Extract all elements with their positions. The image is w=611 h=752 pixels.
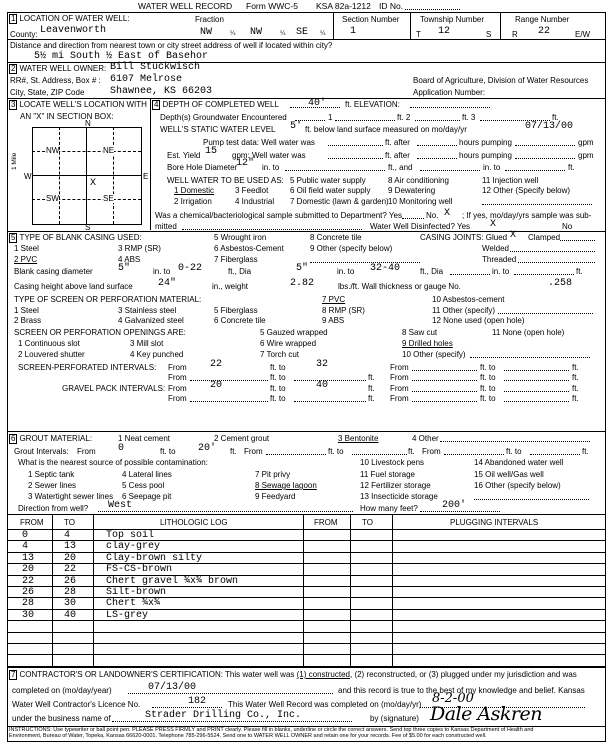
log-row-description: LS-grey [106,609,149,621]
use-industrial[interactable]: 4 Industrial [235,197,275,206]
log-row-description: Clay-brown silty [106,552,203,564]
screen-galvanized[interactable]: 4 Galvanized steel [118,316,184,325]
source-feedyard[interactable]: 9 Feedyard [255,492,296,501]
chemical-sample-label: Was a chemical/bacteriological sample submitted to Department? Yes [155,211,402,220]
log-from-header: FROM [20,518,44,527]
township-label: Township Number [420,15,485,24]
blank-depth-1[interactable]: 0-22 [178,263,203,274]
use-irrigation[interactable]: 2 Irrigation [174,197,212,206]
casing-steel[interactable]: 1 Steel [14,244,39,253]
distance-value[interactable]: 5½ mi South ½ East of Basehor [34,51,209,62]
log-row-description: Chert gravel ¾x¾ brown [106,575,239,587]
static-date-value[interactable]: 07/13/00 [525,121,574,132]
perforated-from[interactable]: 22 [210,359,223,370]
log-row-description: Silt-brown [106,587,167,598]
license-value[interactable]: 182 [188,696,207,707]
depth-value[interactable]: 40' [308,98,327,109]
address-value[interactable]: 6107 Melrose [110,74,183,85]
casing-wrought-iron[interactable]: 5 Wrought iron [214,233,267,242]
opening-torch[interactable]: 7 Torch cut [260,350,299,359]
use-public-supply[interactable]: 5 Public water supply [290,176,366,185]
sw-label: SW [46,194,59,203]
opening-saw-cut[interactable]: 8 Saw cut [402,328,438,337]
section-5-heading: 5 TYPE OF BLANK CASING USED: [11,233,142,242]
screen-asbestos[interactable]: 10 Asbestos-cement [432,295,505,304]
id-number-label: ID No. [379,1,404,11]
opening-key-punched[interactable]: 4 Key punched [130,350,184,359]
log-row-to: 22 [64,564,77,576]
source-fertilizer[interactable]: 12 Fertilizer storage [360,481,431,490]
screen-brass[interactable]: 2 Brass [14,316,42,325]
use-monitoring[interactable]: 10 Monitoring well [388,197,453,206]
use-oil-field[interactable]: 6 Oil field water supply [290,186,371,195]
instructions-line-2: Environment, Bureau of Water, Topeka, Kansas 66620-0001. Telephone 785-296-5524. Send one to WATER WELL OWNER and retain one for your records. Fee of $5.00 for each constructed well. [9,733,487,739]
static-level-value[interactable]: 5' [290,121,303,132]
well-location-mark[interactable]: X [90,178,97,189]
record-completed-date[interactable]: 8-2-00 [432,691,474,706]
fraction-3[interactable]: SE [296,27,309,38]
fraction-2[interactable]: NW [250,27,263,38]
log-row-description: Chert ¾x¾ [106,598,161,610]
grout-from[interactable]: 0 [118,443,125,454]
section-box-label: AN "X" IN SECTION BOX: [20,112,114,121]
use-injection[interactable]: 11 Injection well [482,176,539,185]
source-livestock[interactable]: 10 Livestock pens [360,458,425,467]
gravel-from[interactable]: 20 [210,380,223,391]
license-label: Water Well Contractor's Licence No. [12,700,141,709]
section-2-heading: 2 WATER WELL OWNER: [11,64,107,73]
instructions-line-1: INSTRUCTIONS: Use typewriter or ball point pen. PLEASE PRESS FIRMLY and PRINT clearly. Please fill in blanks, underline or circle the correct answers. Send top three copies to Kansas Department of Health and [9,727,534,733]
casing-concrete-tile[interactable]: 8 Concrete tile [310,233,362,242]
log-row-description: FS-CS-brown [106,564,173,576]
log-row-to: 26 [64,575,77,587]
county-label: County: [10,30,38,39]
mile-label: 1 Mile [11,152,18,170]
west-label: W [24,172,32,181]
opening-drilled[interactable]: 9 Drilled holes [402,339,453,348]
city-label: City, State, ZIP Code [10,88,85,97]
contractor-signature[interactable]: Dale Askren [430,703,542,725]
log-row-from: 0 [22,530,29,541]
log-row-from: 28 [22,598,35,610]
screen-none[interactable]: 12 None used (open hole) [432,316,525,325]
plug-from-header: FROM [314,518,338,527]
disinfected-label: Water Well Disinfected? Yes [370,222,471,231]
screen-material-label: TYPE OF SCREEN OR PERFORATION MATERIAL: [14,295,202,304]
section-6-heading: 6 GROUT MATERIAL: [11,434,93,443]
disinfected-yes[interactable]: X [490,219,497,230]
log-row-to: 20 [64,552,77,564]
use-lawn-garden[interactable]: 7 Domestic (lawn & garden) [290,197,389,206]
pump-test-label: Pump test data: Well water was [203,138,315,147]
static-level-label: WELL'S STATIC WATER LEVEL [160,125,276,134]
source-sewer-lines[interactable]: 2 Sewer lines [28,481,77,490]
log-row-from: 26 [22,587,35,598]
openings-label: SCREEN OR PERFORATION OPENINGS ARE: [14,328,186,337]
source-seepage-pit[interactable]: 6 Seepage pit [122,492,172,501]
section-number-label: Section Number [342,15,400,24]
blank-diameter-label: Blank casing diameter [14,267,93,276]
bore-diameter-value[interactable]: 12" [236,158,255,169]
address-label: RR#, St. Address, Box # : [10,76,101,85]
source-abandoned-well[interactable]: 14 Abandoned water well [474,458,564,467]
grout-to[interactable]: 20' [198,443,217,454]
section-location-box[interactable] [32,127,142,225]
section-number-value[interactable]: 1 [350,26,357,37]
log-to-header: TO [64,518,75,527]
lithologic-log-header: LITHOLOGIC LOG [160,518,228,527]
log-row-from: 4 [22,541,29,553]
log-row-to: 4 [64,530,71,541]
source-other[interactable]: 16 Other (specify below) [474,481,561,490]
blank-depth-2[interactable]: 32-40 [370,263,401,274]
grout-other[interactable]: 4 Other [412,434,439,443]
completed-label: completed on (mo/day/year) [12,686,112,695]
how-many-feet-value[interactable]: 200' [442,500,467,511]
source-watertight-sewer[interactable]: 3 Watertight sewer lines [28,492,114,501]
log-row-from: 22 [22,575,35,587]
use-domestic[interactable]: 1 Domestic [174,186,215,195]
yield-label: Est. Yield [167,151,201,160]
log-row-description: clay-grey [106,541,161,553]
section-3-heading: 3 LOCATE WELL'S LOCATION WITH [11,100,147,109]
casing-joints-label: CASING JOINTS: Glued [420,233,508,242]
township-value[interactable]: 12 [438,26,451,37]
south-label: S [85,223,91,232]
use-air-conditioning[interactable]: 8 Air conditioning [388,176,449,185]
use-dewatering[interactable]: 9 Dewatering [388,186,436,195]
opening-none[interactable]: 11 None (open hole) [492,328,565,337]
board-label: Board of Agriculture, Division of Water Resources [413,76,589,85]
form-number: Form WWC-5 [246,1,298,11]
opening-mill-slot[interactable]: 3 Mill slot [130,339,164,348]
fraction-1[interactable]: NW [200,27,213,38]
source-fuel-storage[interactable]: 11 Fuel storage [360,470,415,479]
direction-value[interactable]: West [108,500,133,511]
completed-date[interactable]: 07/13/00 [148,682,197,693]
section-7-heading: 7 CONTRACTOR'S OR LANDOWNER'S CERTIFICATION: This water well was (1) constructed, (2) reconstructed, or (3) plugged under my jurisdiction and was [11,670,577,679]
opening-wire[interactable]: 6 Wire wrapped [260,339,317,348]
joints-glued[interactable]: X [510,230,517,241]
section-1-heading: 1 LOCATION OF WATER WELL: [11,14,130,23]
casing-height-label: Casing height above land surface [14,282,133,291]
contamination-label: What is the nearest source of possible contamination: [18,458,208,467]
casing-abs[interactable]: 4 ABS [118,255,141,264]
log-row-to: 40 [64,609,77,621]
source-cess-pool[interactable]: 5 Cess pool [122,481,165,490]
nw-label: NW [46,146,60,155]
signature-label: by (signature) [370,714,419,723]
perforated-to[interactable]: 32 [316,359,329,370]
gravel-to[interactable]: 40 [316,380,329,391]
use-feedlot[interactable]: 3 Feedlot [235,186,269,195]
ne-label: NE [103,146,115,155]
grout-intervals-label: Grout Intervals: [14,447,69,456]
casing-fiberglass[interactable]: 7 Fiberglass [214,255,258,264]
plug-to-header: TO [362,518,373,527]
use-other[interactable]: 12 Other (Specify below) [482,186,571,195]
grout-cement-grout[interactable]: 2 Cement grout [214,434,270,443]
constructed-option[interactable]: (1) constructed [296,670,350,679]
casing-weight-value[interactable]: 2.82 [290,278,315,289]
owner-value[interactable]: Bill Stuckwisch [110,62,201,73]
application-number-label: Application Number: [413,88,486,97]
gauge-value[interactable]: .258 [548,278,573,289]
log-row-to: 28 [64,587,77,598]
screen-stainless[interactable]: 3 Stainless steel [118,306,177,315]
gravel-pack-label: GRAVEL PACK INTERVALS: [62,384,166,393]
source-pit-privy[interactable]: 7 Pit privy [255,470,291,479]
opening-continuous[interactable]: 1 Continuous slot [18,339,80,348]
screen-pvc[interactable]: 7 PVC [322,295,346,304]
screen-concrete[interactable]: 6 Concrete tile [214,316,266,325]
screen-fiberglass[interactable]: 5 Fiberglass [214,306,258,315]
source-oil-gas-well[interactable]: 15 Oil well/Gas well [474,470,544,479]
grout-bentonite[interactable]: 3 Bentonite [338,434,379,443]
water-use-label: WELL WATER TO BE USED AS: [167,176,284,185]
chemical-sample-no[interactable]: X [444,208,451,219]
source-sewage-lagoon[interactable]: 8 Sewage lagoon [255,481,317,490]
city-value[interactable]: Shawnee, KS 66203 [110,86,213,97]
log-row-from: 30 [22,609,35,621]
plugging-intervals-header: PLUGGING INTERVALS [450,518,539,527]
business-name-label: under the business name of [12,714,111,723]
ksa-reference: KSA 82a-1212 [316,1,371,11]
source-lateral-lines[interactable]: 4 Lateral lines [122,470,172,479]
casing-asbestos[interactable]: 6 Asbestos-Cement [214,244,284,253]
screen-steel[interactable]: 1 Steel [14,306,39,315]
log-row-from: 13 [22,552,35,564]
fraction-label: Fraction [195,15,224,24]
range-value[interactable]: 22 [538,26,551,37]
log-row-to: 30 [64,598,77,610]
opening-louvered[interactable]: 2 Louvered shutter [18,350,85,359]
blank-diameter-1[interactable]: 5" [118,263,131,274]
log-row-from: 20 [22,564,35,576]
opening-other[interactable]: 10 Other (specify) [402,350,466,359]
casing-other[interactable]: 9 Other (specify below) [310,244,393,253]
casing-height-value[interactable]: 24" [158,278,177,289]
direction-label: Direction from well? [18,504,89,513]
north-label: N [85,119,91,128]
source-insecticide[interactable]: 13 Insecticide storage [360,492,438,501]
screen-rmp[interactable]: 8 RMP (SR) [322,306,365,315]
yield-value[interactable]: 15 [205,146,218,157]
casing-pvc[interactable]: 2 PVC [14,255,38,264]
east-label: E [143,172,149,181]
source-septic-tank[interactable]: 1 Septic tank [28,470,75,479]
groundwater-label: Depth(s) Groundwater Encountered [160,113,287,122]
how-many-feet-label: How many feet? [360,504,418,513]
blank-diameter-2[interactable]: 5" [296,263,309,274]
log-row-description: Top soil [106,530,155,541]
log-row-to: 13 [64,541,77,553]
screen-other[interactable]: 11 Other (specify) [432,306,495,315]
business-name-value[interactable]: Strader Drilling Co., Inc. [145,710,302,721]
casing-rmp[interactable]: 3 RMP (SR) [118,244,161,253]
range-label: Range Number [515,15,570,24]
screen-abs[interactable]: 9 ABS [322,316,345,325]
distance-label: Distance and direction from nearest town or city street address of well if located within city? [10,41,333,50]
county-value[interactable]: Leavenworth [40,25,107,36]
water-well-record-form: WATER WELL RECORD Form WWC-5 KSA 82a-1212 ID No. 1 LOCATION OF WATER WELL: County: Leavenworth Fraction NW ¼ NW ¼ SE ¼ Section Number 1 Township Number T 12 S Range Number R 22 E/W Distance and direction from nearest town or city street address of well if located within city? 5½ mi South ½ East of Basehor 2 WATER WELL OWNER: Bill Stuckwisch RR#, St. Address, Box # : 6107 Melrose City, State, ZIP Code Shawnee, KS 66203 Board of Agriculture, Division of Water Resources Application Number: 3 LOCATE WELL'S LOCATION WITH AN "X" IN SECTION BOX: N S W E NW NE SW SE X 1 Mile 4 DEPTH OF COMPLETED WELL 40' ft. ELEVATION: Depth(s) Groundwater Encountered 1 ft. 2 ft. 3 ft. WELL'S STATIC WATER LEVEL 5' ft. below land surface measured on mo/day/yr 07/13/00 Pump test data: Well water was ft. after hours pumping gpm Est. Yield 15 gpm: Well water was ft. after hours pumping gpm Bore Hole Diameter 12" in. to ft., and in. to ft. WELL WATER TO BE USED AS: 1 Domestic 2 Irrigation 3 Feedlot 4 Industrial 5 Public water supply 6 Oil field water supply 7 Domestic (lawn & garden) 8 Air conditioning 9 Dewatering 10 Monitoring well 11 Injection well 12 Other (Specify below) Was a chemical/bacteriological sample submitted to Department? Yes No. X ; If yes, mo/day/yrs sample was sub- mitted Water Well Disinfected? Yes X No 5 TYPE OF BLANK CASING USED: 1 Steel 2 PVC 3 RMP (SR) 4 ABS 5 Wrought iron 6 Asbestos-Cement 7 Fiberglass 8 Concrete tile 9 Other (specify below) CASING JOINTS: Glued X Clamped Welded Threaded Blank casing diameter 5" in. to 0-22 ft., Dia 5" in. to 32-40 ft., Dia in. to ft. Casing height above land surface 24" in., weight 2.82 lbs./ft. Wall thickness or gauge No. .258 TYPE OF SCREEN OR PERFORATION MATERIAL: 1 Steel 2 Brass 3 Stainless steel 4 Galvanized steel 5 Fiberglass 6 Concrete tile 7 PVC 8 RMP (SR) 9 ABS 10 Asbestos-cement 11 Other (specify) 12 None used (open hole) SCREEN OR PERFORATION OPENINGS ARE: 1 Continuous slot 2 Louvered shutter 3 Mill slot 4 Key punched 5 Gauzed wrapped 6 Wire wrapped 7 Torch cut 8 Saw cut 9 Drilled holes 10 Other (specify) 11 None (open hole) SCREEN-PERFORATED INTERVALS: From 22 ft. to 32 From ft. to ft. From ft. to ft. From ft. to ft. GRAVEL PACK INTERVALS: From 20 ft. to 40 ft. From ft. to ft. From ft. to ft. From ft. to ft. 6 GROUT MATERIAL: 1 Neat cement 2 Cement grout 3 Bentonite 4 Other Grout Intervals: From 0 ft. to 20' ft. From ft. to ft. From ft. to ft. What is the nearest source of possible contamination: 1 Septic tank 2 Sewer lines 3 Watertight sewer lines 4 Lateral lines 5 Cess pool 6 Seepage pit 7 Pit privy 8 Sewage lagoon 9 Feedyard 10 Livestock pens 11 Fuel storage 12 Fertilizer storage 13 Insecticide storage 14 Abandoned water well 15 Oil well/Gas well 16 Other (specify below) Direction from well? West How many feet? 200' FROM TO LITHOLOGIC LOG FROM TO PLUGGING INTERVALS 0 4 Top soil 4 13 clay-grey 13 20 Clay-brown silty 20 22 FS-CS-brown 22 26 Chert gravel ¾x¾ brown 26 28 Silt-brown 28 30 Chert ¾x¾ 30 40 LS-grey 7 CONTRACTOR'S OR LANDOWNER'S CERTIFICATION: This water well was (1) constructed, (2) reconstructed, or (3) plugged under my jurisdiction and was completed on (mo/day/year) 07/13/00 and this record is true to the best of my knowledge and belief. Kansas Water Well Contractor's Licence No. 182 This Water Well Record was completed on (mo/day/yr) 8-2-00 under the business name of Strader Drilling Co., Inc. by (signature) Dale Askren INSTRUCTIONS: Use typewriter or ball point pen. PLEASE PRESS FIRMLY and PRINT clearly. Please fill in blanks, underline or circle the correct answers. Send top three copies to Kansas Department of Health and Environment, Bureau of Water, Topeka, Kansas 66620-0001. Telephone 785-296-5524. Send one to WATER WELL OWNER and retain one for your records. Fee of $5.00 for each constructed well. [0,0,611,752]
opening-gauzed[interactable]: 5 Gauzed wrapped [260,328,328,337]
se-label: SE [103,194,114,203]
perforated-intervals-label: SCREEN-PERFORATED INTERVALS: [18,363,157,372]
section-4-heading: 4 DEPTH OF COMPLETED WELL [154,100,279,109]
bore-diameter-label: Bore Hole Diameter [167,163,238,172]
grout-neat-cement[interactable]: 1 Neat cement [118,434,171,443]
form-title: WATER WELL RECORD [138,1,233,11]
